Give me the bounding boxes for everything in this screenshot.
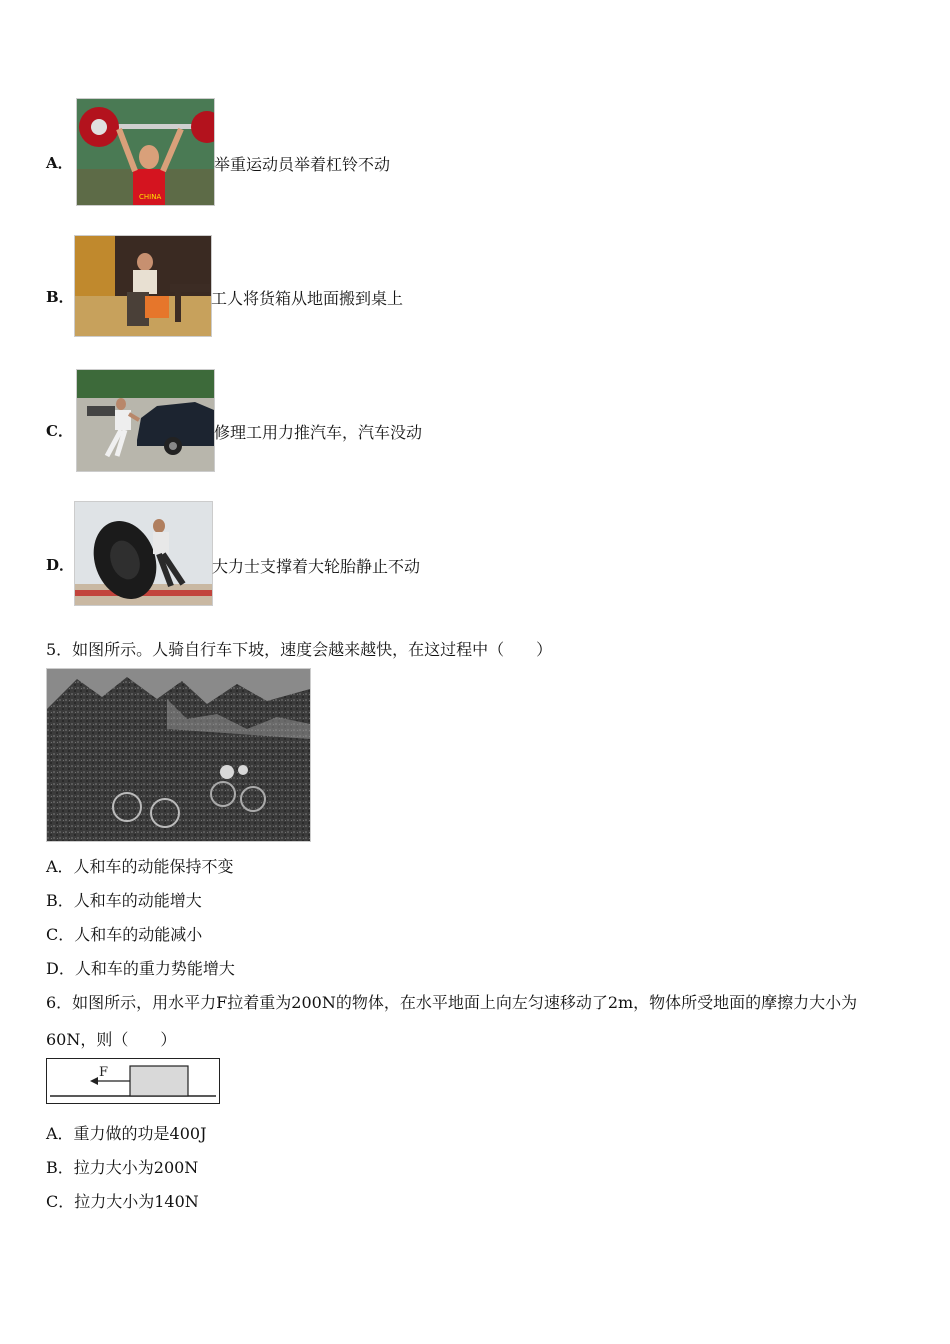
weightlifter-photo-icon	[76, 98, 215, 206]
man-pushing-car-photo-icon	[76, 369, 215, 472]
force-label: F	[99, 1065, 109, 1080]
q6-option-c: C．拉力大小为140N	[46, 1192, 199, 1211]
option-caption: 举重运动员举着杠铃不动	[214, 155, 391, 174]
q5-stem: 5．如图所示。人骑自行车下坡，速度会越来越快，在这过程中（ ）	[46, 640, 553, 659]
q6-option-a: A．重力做的功是400J	[46, 1124, 207, 1143]
block-shape	[130, 1066, 188, 1096]
strongman-tire-photo-icon	[74, 501, 213, 606]
q6-stem-line2: 60N，则（ ）	[46, 1030, 177, 1049]
cyclist-downhill-photo-icon	[46, 668, 311, 842]
option-caption: 修理工用力推汽车，汽车没动	[214, 423, 423, 442]
q6-stem-line1: 6．如图所示，用水平力F拉着重为200N的物体，在水平地面上向左匀速移动了2m，物体所受地面的摩擦力大小为	[46, 993, 858, 1012]
q6-option-b: B．拉力大小为200N	[46, 1158, 199, 1177]
option-letter: D．	[46, 556, 75, 574]
q5-option-a: A．人和车的动能保持不变	[46, 857, 234, 876]
option-letter: C．	[46, 422, 73, 440]
option-caption: 大力士支撑着大轮胎静止不动	[212, 557, 421, 576]
svg-text:CHINA: CHINA	[139, 193, 162, 201]
q5-option-b: B．人和车的动能增大	[46, 891, 202, 910]
q6-force-diagram	[46, 1058, 220, 1104]
q5-option-d: D．人和车的重力势能增大	[46, 959, 235, 978]
q5-option-c: C．人和车的动能减小	[46, 925, 203, 944]
option-caption: 工人将货箱从地面搬到桌上	[211, 289, 404, 308]
worker-lifting-box-photo-icon	[74, 235, 212, 337]
option-letter: A．	[46, 154, 73, 172]
option-letter: B．	[46, 288, 74, 306]
